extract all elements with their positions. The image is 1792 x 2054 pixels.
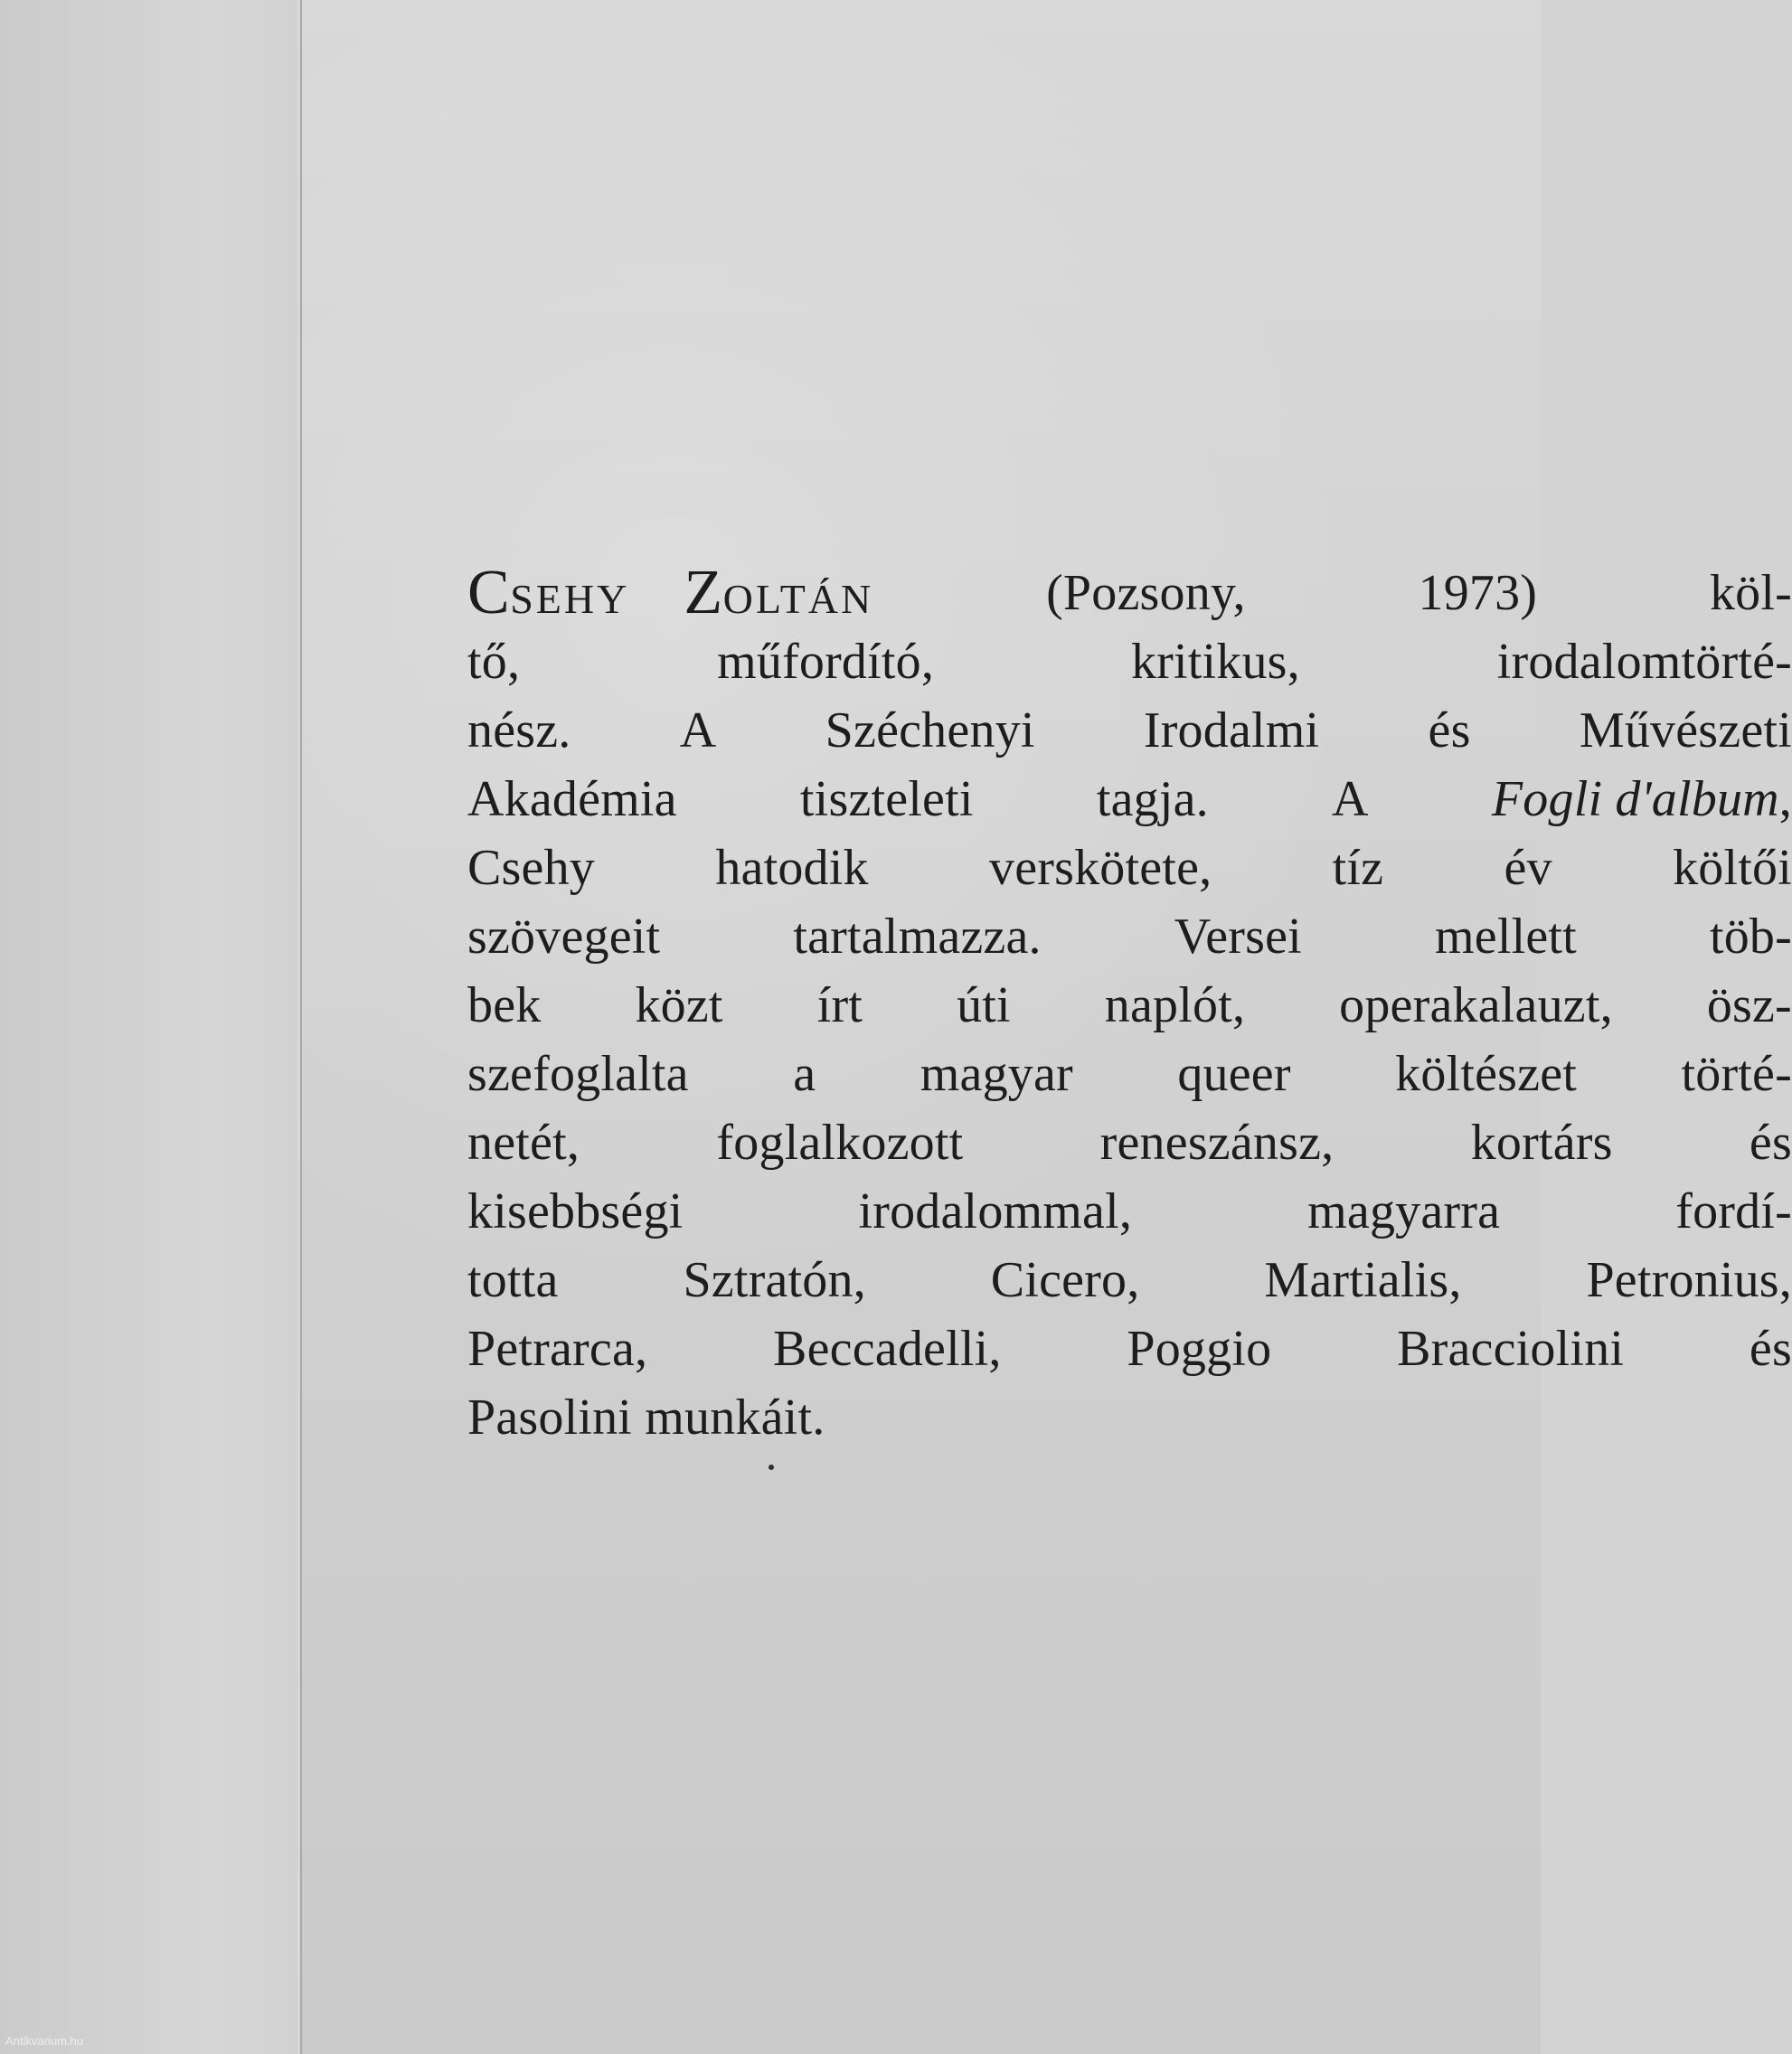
text-word: év <box>1504 840 1552 896</box>
text-word: kortárs <box>1470 1115 1613 1171</box>
biography-line-6 <box>467 902 1792 971</box>
text-word: tiszteleti <box>799 771 974 827</box>
text-word: és <box>1428 702 1471 758</box>
text-word: Csehy <box>467 840 595 896</box>
text-word: kisebbségi <box>467 1183 684 1239</box>
title-with-comma: Fogli d'album, <box>1491 771 1792 827</box>
text-word: fordí- <box>1675 1183 1792 1239</box>
biography-line-2 <box>467 627 1792 696</box>
text-word: mellett <box>1435 909 1577 965</box>
text-word: magyar <box>920 1046 1073 1102</box>
text-word: írt <box>816 977 863 1033</box>
text-word: Martialis, <box>1264 1252 1462 1308</box>
text-word: (Pozsony, <box>1046 565 1246 621</box>
text-word: foglalkozott <box>716 1115 964 1171</box>
biography-line-12 <box>467 1314 1792 1383</box>
text-word: operakalauzt, <box>1339 977 1613 1033</box>
text-word: Sztratón, <box>683 1252 866 1308</box>
text-word: úti <box>957 977 1011 1033</box>
text-word: Művészeti <box>1579 702 1792 758</box>
text-word: Pasolini munkáit. <box>467 1390 825 1446</box>
dust-speck <box>769 1465 774 1470</box>
text-word: és <box>1749 1321 1792 1377</box>
text-word: és <box>1749 1115 1792 1171</box>
text-word: törté- <box>1681 1046 1792 1102</box>
biography-line-10 <box>467 1177 1792 1246</box>
author-last-rest: OLTÁN <box>722 576 874 622</box>
text-word: Versei <box>1174 909 1302 965</box>
text-word: szövegeit <box>467 909 661 965</box>
text-word: 1973) <box>1418 565 1538 621</box>
biography-line-8 <box>467 1040 1792 1108</box>
text-word: queer <box>1177 1046 1291 1102</box>
watermark: Antikvarium.hu <box>5 2034 83 2048</box>
left-flap <box>0 0 302 2054</box>
text-word: Bracciolini <box>1397 1321 1625 1377</box>
author-last-initial: Z <box>684 558 723 627</box>
text-word: költői <box>1673 840 1792 896</box>
biography-line-4 <box>467 765 1792 834</box>
author-first-initial: C <box>467 558 511 627</box>
text-word: A <box>679 702 717 758</box>
text-word: irodalomtörté- <box>1496 634 1792 690</box>
text-word: ösz- <box>1706 977 1792 1033</box>
text-word: tíz <box>1332 840 1384 896</box>
biography-text <box>467 559 1792 1452</box>
text-word: irodalommal, <box>858 1183 1133 1239</box>
text-word: totta <box>467 1252 559 1308</box>
text-word: tagja. <box>1096 771 1209 827</box>
fold-line <box>298 0 299 2054</box>
text-word: köl- <box>1709 565 1792 621</box>
text-word: Irodalmi <box>1143 702 1320 758</box>
text-word: a <box>793 1046 816 1102</box>
text-word: Petrarca, <box>467 1321 648 1377</box>
text-word: nész. <box>467 702 571 758</box>
text-word: közt <box>635 977 723 1033</box>
text-word: bek <box>467 977 542 1033</box>
text-word: Széchenyi <box>825 702 1035 758</box>
text-word: töb- <box>1709 909 1792 965</box>
text-word: kritikus, <box>1130 634 1300 690</box>
biography-line-11 <box>467 1246 1792 1314</box>
italic-title: Fogli d'album <box>1491 771 1779 827</box>
text-word: Petronius, <box>1586 1252 1792 1308</box>
text-word: műfordító, <box>717 634 935 690</box>
text-word: hatodik <box>715 840 869 896</box>
author-first-rest: SEHY <box>510 576 630 622</box>
text-word: Akadémia <box>467 771 677 827</box>
biography-line-5 <box>467 834 1792 902</box>
text-word: reneszánsz, <box>1099 1115 1335 1171</box>
text-word: netét, <box>467 1115 580 1171</box>
text-word: magyarra <box>1307 1183 1501 1239</box>
text-word: Poggio <box>1127 1321 1272 1377</box>
author-name <box>467 559 873 627</box>
text-word: Cicero, <box>990 1252 1140 1308</box>
biography-line-13 <box>467 1383 1792 1452</box>
text-word: költészet <box>1395 1046 1578 1102</box>
page <box>302 0 1792 2054</box>
text-word: naplót, <box>1104 977 1246 1033</box>
biography-line-1 <box>467 559 1792 627</box>
text-word: tartalmazza. <box>793 909 1042 965</box>
biography-line-3 <box>467 696 1792 765</box>
text-word: Beccadelli, <box>773 1321 1002 1377</box>
text-word: verskötete, <box>989 840 1212 896</box>
biography-line-9 <box>467 1108 1792 1177</box>
text-word: tő, <box>467 634 521 690</box>
text-word: A <box>1332 771 1369 827</box>
biography-line-7 <box>467 971 1792 1040</box>
text-word: szefoglalta <box>467 1046 689 1102</box>
